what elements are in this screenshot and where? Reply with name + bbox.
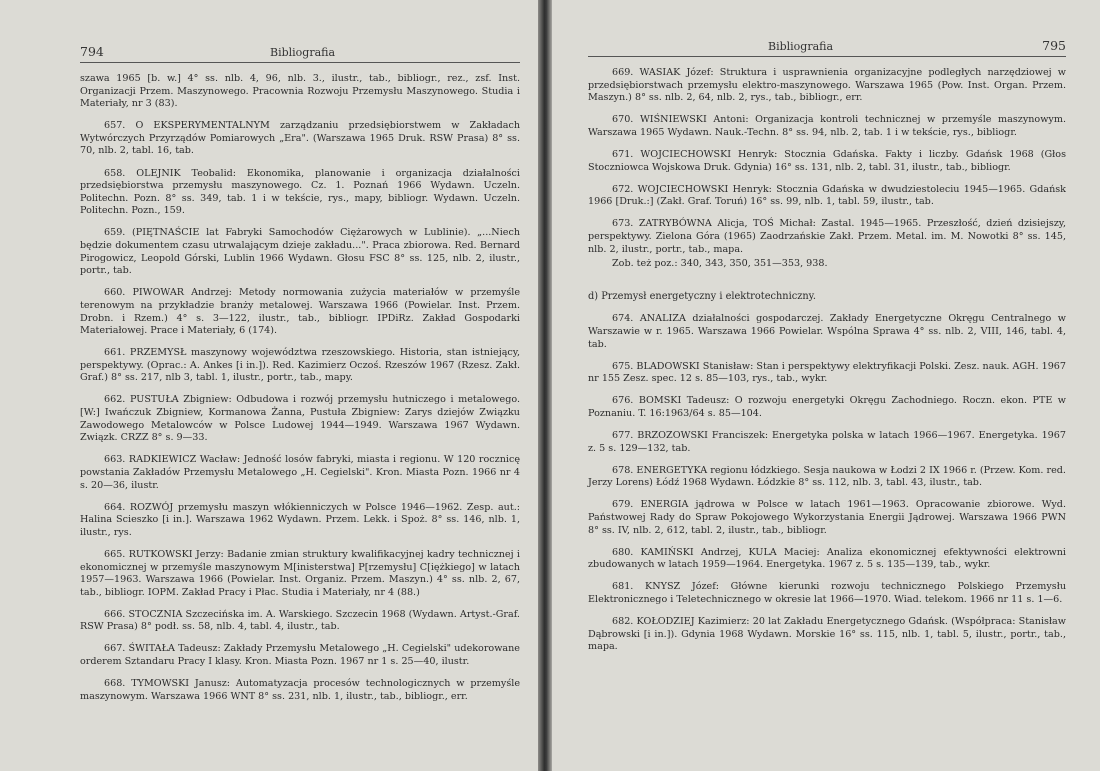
bibliography-entry-675: 675. BLADOWSKI Stanisław: Stan i perspektywy elektryfikacji Polski. Zesz. nauk. AGH. 1967 nr 155 Zesz. spec. 12 s. 85—103, rys., tab., wykr. xyxy=(588,360,1067,385)
left-entries xyxy=(80,73,520,703)
bibliography-entry-659: 659. (PIĘTNAŚCIE lat Fabryki Samochodów Ciężarowych w Lublinie). „...Niech będzie dokumentem czasu utrwalającym dzieje zakładu...". Praca zbiorowa. Red. Bernard Pirogowicz, Leopold Górski, Lublin 1966 Wydawn. Głosu FSC 8° ss. 125, nlb. 2, ilustr., portr., tab. xyxy=(80,227,520,277)
running-title: Bibliografia xyxy=(768,40,834,53)
book-gutter xyxy=(538,0,552,771)
bibliography-entry-666: 666. STOCZNIA Szczecińska im. A. Warskiego. Szczecin 1968 (Wydawn. Artyst.-Graf. RSW Prasa) 8° podł. ss. 58, nlb. 4, tabl. 4, ilustr., tab. xyxy=(80,608,520,633)
bibliography-entry-662: 662. PUSTUŁA Zbigniew: Odbudowa i rozwój przemysłu hutniczego i metalowego. [W:] Iwańczuk Zbigniew, Kormanowa Żanna, Pustuła Zbigniew: Zarys dziejów Związku Zawodowego Metalowców w Polsce Ludowej 1944—1949. Warszawa 1967 Wydawn. Związk. CRZZ 8° s. 9—33. xyxy=(80,394,520,444)
bibliography-entry-680: 680. KAMIŃSKI Andrzej, KULA Maciej: Analiza ekonomicznej efektywności elektrowni zbudowanych w latach 1959—1964. Energetyka. 1967 z. 5 s. 135—139, tab., wykr. xyxy=(588,546,1066,571)
running-title: Bibliografia xyxy=(270,46,336,59)
bibliography-entry-657: 657. O EKSPERYMENTALNYM zarządzaniu przedsiębiorstwem w Zakładach Wytwórczych Przyrządów Pomiarowych „Era". (Warszawa 1965 Druk. RSW Prasa) 8° ss. 70, nlb. 2, tabl. 16, tab. xyxy=(80,120,520,157)
right-entries xyxy=(588,67,1066,654)
bibliography-entry-673: 673. ZATRYBÓWNA Alicja, TOŚ Michał: Zastal. 1945—1965. Przeszłość, dzień dzisiejszy, perspektywy. Zielona Góra (1965) Zaodrzańskie Zakł. Przem. Metal. im. M. Nowotki 8° ss. 145, nlb. 2, ilustr., portr., tab., mapa. xyxy=(588,218,1066,255)
header-rule xyxy=(588,56,1066,57)
bibliography-entry-663: 663. RADKIEWICZ Wacław: Jedność losów fabryki, miasta i regionu. W 120 rocznicę powstania Zakładów Przemysłu Metalowego „H. Cegielski". Kron. Miasta Pozn. 1966 nr 4 s. 20—36, ilustr. xyxy=(80,454,520,491)
bibliography-entry-658: 658. OLEJNIK Teobalid: Ekonomika, planowanie i organizacja działalności przedsiębiorstwa przemysłu maszynowego. Cz. 1. Poznań 1966 Wydawn. Uczeln. Politechn. Pozn. 8° ss. 349, tab. 1 i w tekście, rys., mapy, bibliogr. Wydawn. Uczeln. Politechn. Pozn., 159. xyxy=(80,167,520,217)
bibliography-entry-665: 665. RUTKOWSKI Jerzy: Badanie zmian struktury kwalifikacyjnej kadry technicznej i ekonomicznej w przemyśle maszynowym M[inisterstwa] P[rzemysłu] C[iężkiego] w latach 1957—1963. Warszawa 1966 (Powielar. Inst. Organiz. Przem. Maszyn.) 4° ss. nlb. 2, 67, tab., bibliogr. IOPM. Zakład Pracy i Płac. Studia i Materiały, nr 4 (88.) xyxy=(80,548,520,598)
left-page-header xyxy=(80,44,520,62)
bibliography-entry-671: 671. WOJCIECHOWSKI Henryk: Stocznia Gdańska. Fakty i liczby. Gdańsk 1968 (Głos Stoczniowca Wojskowa Druk. Gdynia) 16° ss. 131, nlb. 2, tabl. 31, ilustr., tab., bibliogr. xyxy=(588,148,1066,173)
page-number: 795 xyxy=(1042,38,1066,53)
bibliography-entry-664: 664. ROZWÓJ przemysłu maszyn włókienniczych w Polsce 1946—1962. Zesp. aut.: Halina Scieszko [i in.]. Warszawa 1962 Wydawn. Przem. Lekk. i Spoż. 8° ss. 146, nlb. 1, ilustr., rys. xyxy=(80,501,520,538)
right-page xyxy=(552,0,1100,771)
right-page-header xyxy=(588,38,1066,56)
see-also-reference: Zob. też poz.: 340, 343, 350, 351—353, 938. xyxy=(612,258,828,270)
page-number: 794 xyxy=(80,44,104,59)
left-page xyxy=(0,0,538,771)
bibliography-entry-677: 677. BRZOZOWSKI Franciszek: Energetyka polska w latach 1966—1967. Energetyka. 1967 z. 5 s. 129—132, tab. xyxy=(588,429,1066,454)
bibliography-entry-679: 679. ENERGIA jądrowa w Polsce w latach 1961—1963. Opracowanie zbiorowe. Wyd. Państwowej Rady do Spraw Pokojowego Wykorzystania Energii Jądrowej. Warszawa 1966 PWN 8° ss. IV, nlb. 2, 612, tabl. 2, ilustr., tab., bibliogr. xyxy=(588,499,1066,536)
section-heading: d) Przemysł energetyczny i elektrotechniczny. xyxy=(588,290,817,302)
bibliography-entry-676: 676. BOMSKI Tadeusz: O rozwoju energetyki Okręgu Zachodniego. Roczn. ekon. PTE w Poznaniu. T. 16:1963/64 s. 85—104. xyxy=(588,395,1066,419)
bibliography-entry-682: 682. KOŁODZIEJ Kazimierz: 20 lat Zakładu Energetycznego Gdańsk. (Współpraca: Stanisław Dąbrowski [i in.]). Gdynia 1968 Wydawn. Morskie 16° ss. 115, nlb. 1, tabl. 5, ilustr., portr., tab., mapa. xyxy=(588,616,1066,653)
bibliography-entry-660: 660. PIWOWAR Andrzej: Metody normowania zużycia materiałów w przemyśle terenowym na przykładzie branży metalowej. Warszawa 1966 (Powielar. Inst. Przem. Drobn. i Rzem.) 4° s. 3—122, ilustr., tab., bibliogr. IPDiRz. Zakład Gospodarki Materiałowej. Prace i Materiały, 6 (174). xyxy=(80,287,520,337)
bibliography-entry-678: 678. ENERGETYKA regionu łódzkiego. Sesja naukowa w Łodzi 2 IX 1966 r. (Przew. Kom. red. Jerzy Lorens) Łódź 1968 Wydawn. Łódzkie 8° ss. 112, nlb. 3, tabl. 43, ilustr., tab. xyxy=(588,464,1066,489)
bibliography-entry-669: 669. WASIAK Józef: Struktura i usprawnienia organizacyjne podległych narzędziowej w przedsiębiorstwach przemysłu elektro-maszynowego. Warszawa 1965 (Pow. Inst. Organ. Przem. Maszyn.) 8° ss. nlb. 2, 64, nlb. 2, rys., tab., bibliogr., err. xyxy=(588,67,1066,104)
bibliography-entry-670: 670. WIŚNIEWSKI Antoni: Organizacja kontroli technicznej w przemyśle maszynowym. Warszawa 1965 Wydawn. Nauk.-Techn. 8° ss. 94, nlb. 2, tab. 1 i w tekście, rys., bibliogr. xyxy=(588,114,1066,138)
bibliography-entry-668: 668. TYMOWSKI Janusz: Automatyzacja procesów technologicznych w przemyśle maszynowym. Warszawa 1966 WNT 8° ss. 231, nlb. 1, ilustr., tab., bibliogr., err. xyxy=(80,678,520,702)
bibliography-entry-667: 667. ŚWITAŁA Tadeusz: Zakłady Przemysłu Metalowego „H. Cegielski" udekorowane orderem Sztandaru Pracy I klasy. Kron. Miasta Pozn. 1967 nr 1 s. 25—40, ilustr. xyxy=(80,643,520,668)
bibliography-entry-674: 674. ANALIZA działalności gospodarczej. Zakłady Energetyczne Okręgu Centralnego w Warszawie w r. 1965. Warszawa 1966 Powielar. Wspólna Sprawa 4° ss. nlb. 2, VIII, 146, tabl. 4, tab. xyxy=(588,313,1066,350)
bibliography-entry-661: 661. PRZEMYSŁ maszynowy województwa rzeszowskiego. Historia, stan istniejący, perspektywy. (Oprac.: A. Ankes [i in.]). Red. Kazimierz Oczoś. Rzeszów 1967 (Rzesz. Zakł. Graf.) 8° ss. 217, nlb 3, tabl. 1, ilustr., portr., tab., mapy. xyxy=(80,347,520,384)
header-rule xyxy=(80,62,520,63)
bibliography-entry-672: 672. WOJCIECHOWSKI Henryk: Stocznia Gdańska w dwudziestoleciu 1945—1965. Gdańsk 1966 [Druk.:] (Zakł. Graf. Toruń) 16° ss. 99, nlb. 1, tabl. 59, ilustr., tab. xyxy=(588,183,1066,208)
bibliography-entry-681: 681. KNYSZ Józef: Główne kierunki rozwoju technicznego Polskiego Przemysłu Elektronicznego i Teletechnicznego w okresie lat 1966—1970. Wiad. telekom. 1966 nr 11 s. 1—6. xyxy=(588,581,1066,605)
bibliography-entry-continuation: szawa 1965 [b. w.] 4° ss. nlb. 4, 96, nlb. 3., ilustr., tab., bibliogr., rez., zsf. Inst. Organizacji Przem. Maszynowego. Pracownia Rozwoju Przemysłu Maszynowego. Studia i Materiały, nr 3 (83). xyxy=(80,73,520,110)
